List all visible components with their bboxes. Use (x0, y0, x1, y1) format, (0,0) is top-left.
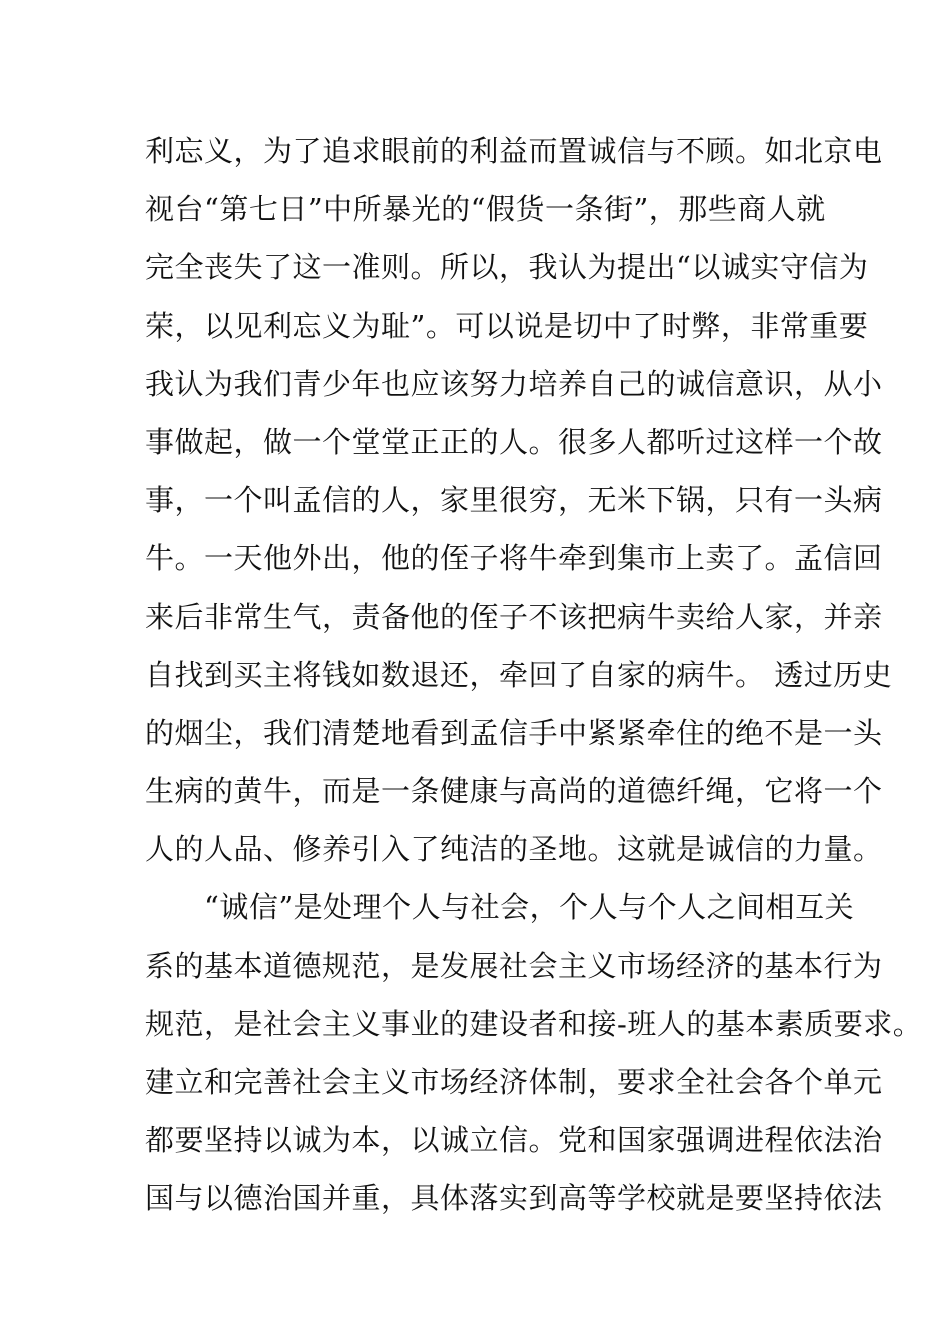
text-line: 荣，以见利忘义为耻”。可以说是切中了时弊，非常重要 (145, 308, 869, 343)
text-line: 的烟尘，我们清楚地看到孟信手中紧紧牵住的绝不是一头 (145, 715, 883, 750)
text-line: 利忘义，为了追求眼前的利益而置诚信与不顾。如北京电 (145, 134, 883, 168)
text-line: 完全丧失了这一准则。所以，我认为提出“以诚实守信为 (145, 250, 869, 285)
text-line: 国与以德治国并重，具体落实到高等学校就是要坚持依法 (145, 1181, 883, 1216)
text-line: 来后非常生气，责备他的侄子不该把病牛卖给人家，并亲 (145, 599, 883, 634)
text-line: 我认为我们青少年也应该努力培养自己的诚信意识，从小 (145, 366, 883, 401)
text-line: 自找到买主将钱如数退还，牵回了自家的病牛。 透过历史 (145, 657, 893, 692)
text-line: 系的基本道德规范，是发展社会主义市场经济的基本行为 (145, 948, 883, 983)
paragraph-start-line: “诚信”是处理个人与社会，个人与个人之间相互关 (145, 890, 855, 925)
text-line: 建立和完善社会主义市场经济体制，要求全社会各个单元 (145, 1065, 883, 1099)
text-line: 人的人品、修养引入了纯洁的圣地。这就是诚信的力量。 (145, 832, 883, 867)
text-line: 事，一个叫孟信的人，家里很穷，无米下锅，只有一头病 (145, 483, 883, 518)
text-line: 规范，是社会主义事业的建设者和接-班人的基本素质要求。 (145, 1006, 923, 1041)
text-line: 视台“第七日”中所暴光的“假货一条街”，那些商人就 (145, 192, 826, 227)
text-line: 牛。一天他外出，他的侄子将牛牵到集市上卖了。孟信回 (145, 541, 883, 576)
text-line: 生病的黄牛，而是一条健康与高尚的道德纤绳，它将一个 (145, 774, 883, 809)
text-line: 都要坚持以诚为本，以诚立信。党和国家强调进程依法治 (145, 1123, 883, 1158)
text-line: 事做起，做一个堂堂正正的人。很多人都听过这样一个故 (145, 424, 883, 459)
body-text (145, 122, 923, 1228)
